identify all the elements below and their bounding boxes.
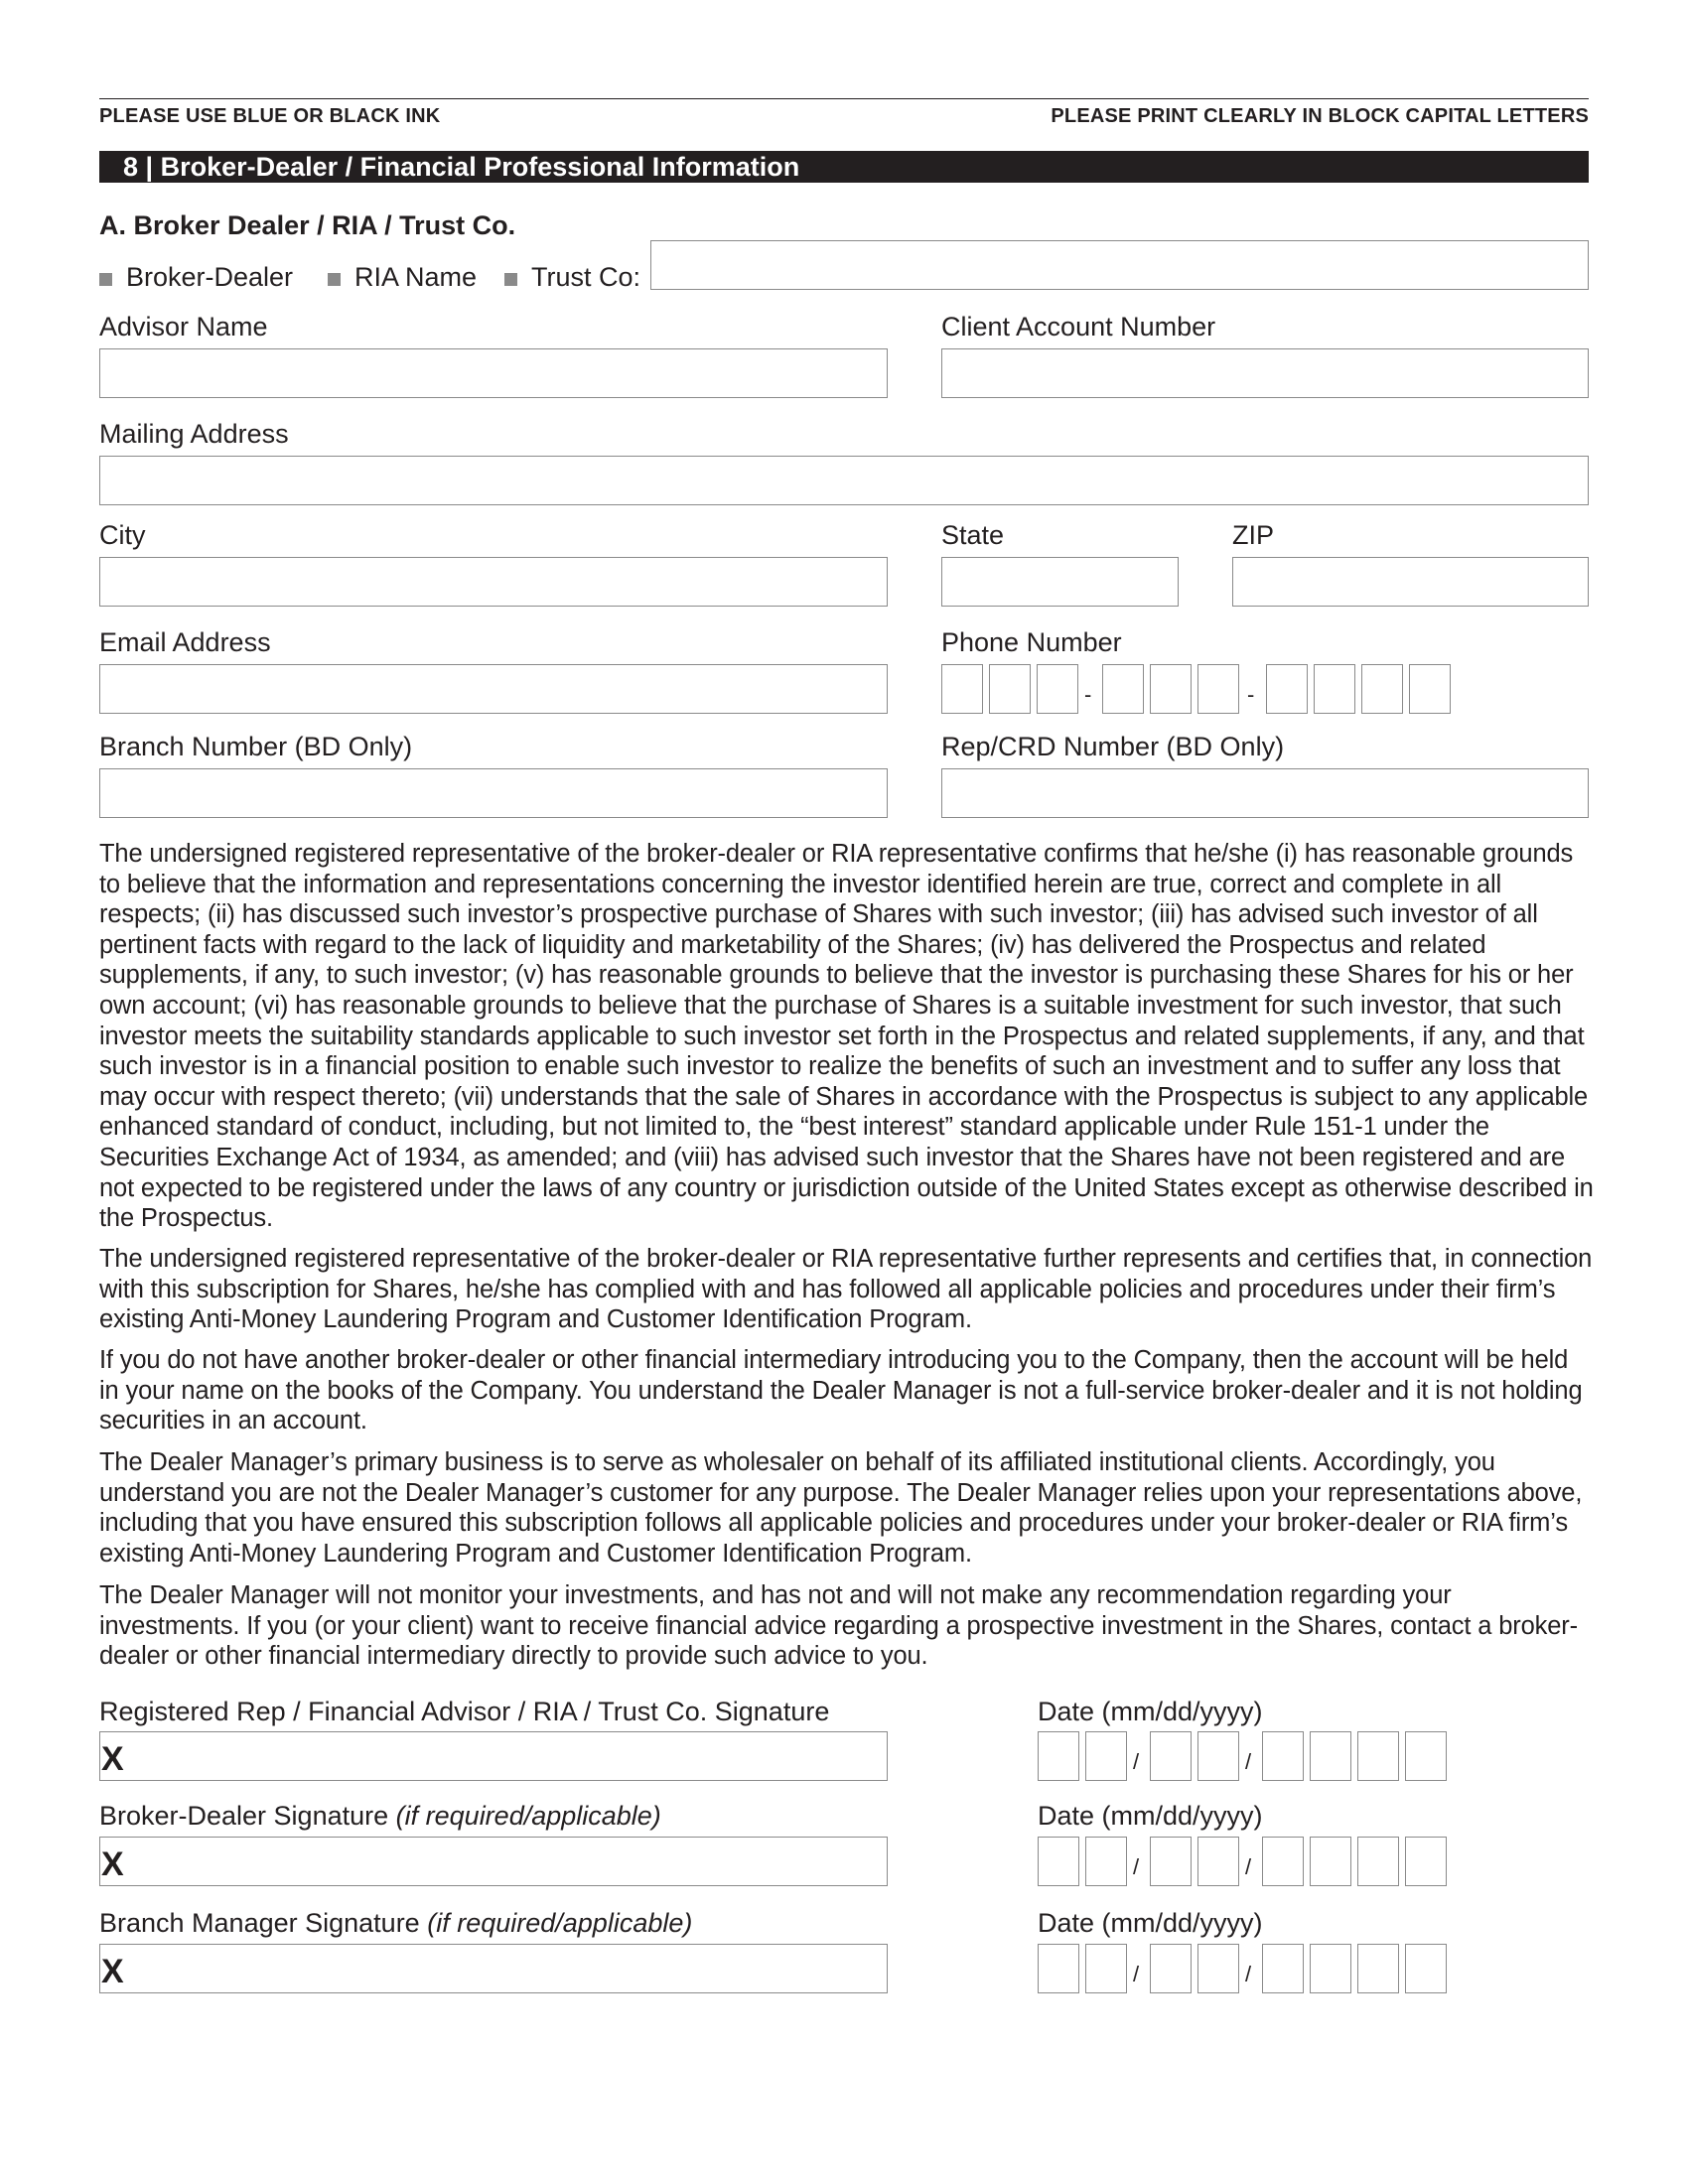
- ria-name-label: RIA Name: [354, 262, 478, 292]
- phone-separator: -: [1084, 682, 1092, 707]
- date-digit-cell[interactable]: [1262, 1731, 1304, 1781]
- mailing-address-input[interactable]: [99, 456, 1589, 505]
- signature-x-mark: X: [101, 1953, 124, 1990]
- phone-separator: -: [1247, 682, 1255, 707]
- ink-instruction: PLEASE USE BLUE OR BLACK INK: [99, 105, 441, 127]
- date-separator: /: [1133, 1962, 1140, 1986]
- date-separator: /: [1133, 1749, 1140, 1774]
- date-cells[interactable]: [0, 1731, 1688, 1781]
- signature-label: Registered Rep / Financial Advisor / RIA / Trust Co. Signature: [99, 1697, 830, 1726]
- date-digit-cell[interactable]: [1405, 1731, 1447, 1781]
- phone-digit-cell[interactable]: [941, 664, 983, 714]
- date-digit-cell[interactable]: [1310, 1837, 1351, 1886]
- date-separator: /: [1245, 1962, 1252, 1986]
- state-input[interactable]: [941, 557, 1179, 607]
- ria-name-checkbox[interactable]: [328, 273, 341, 286]
- rep-crd-input[interactable]: [941, 768, 1589, 818]
- signature-x-mark: X: [101, 1740, 124, 1778]
- date-digit-cell[interactable]: [1405, 1837, 1447, 1886]
- date-digit-cell[interactable]: [1405, 1944, 1447, 1993]
- option-ria-name[interactable]: [328, 262, 477, 293]
- option-trust-co[interactable]: [504, 262, 640, 293]
- aml-paragraph: The undersigned registered representative of the broker-dealer or RIA representative further represents and certifies that, in connection with this subscription for Shares, he/she has complied with and has followed all applicable policies and procedures under their firm’s existing Anti-Money Laundering Program and Customer Identification Program.: [99, 1245, 1593, 1334]
- branch-number-input[interactable]: [99, 768, 888, 818]
- date-digit-cell[interactable]: [1262, 1944, 1304, 1993]
- section-subtitle: A. Broker Dealer / RIA / Trust Co.: [99, 210, 516, 240]
- date-digit-cell[interactable]: [1197, 1731, 1239, 1781]
- phone-digit-cell[interactable]: [1266, 664, 1308, 714]
- phone-digit-cell[interactable]: [1150, 664, 1192, 714]
- broker-dealer-checkbox[interactable]: [99, 273, 112, 286]
- date-digit-cell[interactable]: [1310, 1944, 1351, 1993]
- date-digit-cell[interactable]: [1150, 1837, 1192, 1886]
- phone-digit-cell[interactable]: [1037, 664, 1078, 714]
- date-digit-cell[interactable]: [1197, 1837, 1239, 1886]
- date-digit-cell[interactable]: [1357, 1944, 1399, 1993]
- date-digit-cell[interactable]: [1357, 1837, 1399, 1886]
- phone-digit-cell[interactable]: [1102, 664, 1144, 714]
- date-digit-cell[interactable]: [1150, 1944, 1192, 1993]
- signature-x-mark: X: [101, 1845, 124, 1883]
- date-label: Date (mm/dd/yyyy): [1038, 1801, 1263, 1831]
- date-digit-cell[interactable]: [1085, 1837, 1127, 1886]
- date-digit-cell[interactable]: [1085, 1944, 1127, 1993]
- date-cells[interactable]: [0, 1837, 1688, 1886]
- phone-label: Phone Number: [941, 627, 1122, 657]
- header-rule: [99, 98, 1589, 99]
- date-digit-cell[interactable]: [1085, 1731, 1127, 1781]
- client-account-label: Client Account Number: [941, 312, 1216, 341]
- date-digit-cell[interactable]: [1038, 1731, 1079, 1781]
- trust-co-checkbox[interactable]: [504, 273, 517, 286]
- mailing-address-label: Mailing Address: [99, 419, 289, 449]
- date-digit-cell[interactable]: [1197, 1944, 1239, 1993]
- phone-digit-cell[interactable]: [1314, 664, 1355, 714]
- date-digit-cell[interactable]: [1038, 1837, 1079, 1886]
- phone-number-cells[interactable]: [0, 664, 1688, 714]
- date-separator: /: [1245, 1854, 1252, 1879]
- broker-dealer-label: Broker-Dealer: [126, 262, 294, 292]
- signature-label: Broker-Dealer Signature (if required/applicable): [99, 1801, 661, 1831]
- date-digit-cell[interactable]: [1357, 1731, 1399, 1781]
- date-label: Date (mm/dd/yyyy): [1038, 1908, 1263, 1938]
- client-account-input[interactable]: [941, 348, 1589, 398]
- advisor-name-label: Advisor Name: [99, 312, 268, 341]
- city-label: City: [99, 520, 146, 550]
- phone-digit-cell[interactable]: [1197, 664, 1239, 714]
- signature-label: Branch Manager Signature (if required/applicable): [99, 1908, 693, 1938]
- city-input[interactable]: [99, 557, 888, 607]
- phone-digit-cell[interactable]: [1361, 664, 1403, 714]
- date-digit-cell[interactable]: [1038, 1944, 1079, 1993]
- certification-paragraph: The undersigned registered representative of the broker-dealer or RIA representative confirms that he/she (i) has reasonable grounds to believe that the information and representations concerning the investor identified herein are true, correct and complete in all respects; (ii) has discussed such investor’s prospective purchase of Shares with such investor; (iii) has advised such investor of all pertinent facts with regard to the lack of liquidity and marketability of the Shares; (iv) has delivered the Prospectus and related supplements, if any, to such investor; (v) has reasonable grounds to believe that the investor is purchasing these Shares for his or her own account; (vi) has reasonable grounds to believe that the purchase of Shares is a suitable investment for such investor, that such investor meets the suitability standards applicable to such investor set forth in the Prospectus and related supplements, if any, and that such investor is in a financial position to enable such investor to realize the benefits of such an investment and to suffer any loss that may occur with respect thereto; (vii) understands that the sale of Shares in accordance with the Prospectus is subject to any applicable enhanced standard of conduct, including, but not limited to, the “best interest” standard applicable under Rule 151-1 under the Securities Exchange Act of 1934, as amended; and (viii) has advised such investor that the Shares have not been registered and are not expected to be registered under the laws of any country or jurisdiction outside of the United States except as otherwise described in the Prospectus.: [99, 840, 1594, 1233]
- rep-crd-label: Rep/CRD Number (BD Only): [941, 732, 1285, 761]
- option-broker-dealer[interactable]: [99, 262, 293, 293]
- date-digit-cell[interactable]: [1150, 1731, 1192, 1781]
- state-label: State: [941, 520, 1005, 550]
- section-title-bar: 8 | Broker-Dealer / Financial Professional Information: [99, 151, 1589, 183]
- zip-input[interactable]: [1232, 557, 1589, 607]
- date-digit-cell[interactable]: [1310, 1731, 1351, 1781]
- print-instruction: PLEASE PRINT CLEARLY IN BLOCK CAPITAL LETTERS: [1051, 105, 1589, 127]
- date-separator: /: [1133, 1854, 1140, 1879]
- account-held-paragraph: If you do not have another broker-dealer or other financial intermediary introducing you to the Company, then the account will be held in your name on the books of the Company. You understand the Dealer Manager is not a full-service broker-dealer and it is not holding securities in an account.: [99, 1346, 1583, 1435]
- zip-label: ZIP: [1232, 520, 1275, 550]
- phone-digit-cell[interactable]: [1409, 664, 1451, 714]
- phone-digit-cell[interactable]: [989, 664, 1031, 714]
- email-label: Email Address: [99, 627, 271, 657]
- date-cells[interactable]: [0, 1944, 1688, 1993]
- dealer-manager-paragraph: The Dealer Manager’s primary business is to serve as wholesaler on behalf of its affiliated institutional clients. Accordingly, you understand you are not the Dealer Manager’s customer for any purpose. The Dealer Manager relies upon your representations above, including that you have ensured this subscription follows all applicable policies and procedures under your broker-dealer or RIA firm’s existing Anti-Money Laundering Program and Customer Identification Program.: [99, 1448, 1583, 1568]
- advisor-name-input[interactable]: [99, 348, 888, 398]
- date-separator: /: [1245, 1749, 1252, 1774]
- firm-name-input[interactable]: [650, 240, 1589, 290]
- branch-number-label: Branch Number (BD Only): [99, 732, 413, 761]
- no-monitoring-paragraph: The Dealer Manager will not monitor your investments, and has not and will not make any recommendation regarding your investments. If you (or your client) want to receive financial advice regarding a prospective investment in the Shares, contact a broker-dealer or other financial intermediary directly to provide such advice to you.: [99, 1581, 1578, 1671]
- trust-co-label: Trust Co:: [531, 262, 641, 292]
- date-digit-cell[interactable]: [1262, 1837, 1304, 1886]
- date-label: Date (mm/dd/yyyy): [1038, 1697, 1263, 1726]
